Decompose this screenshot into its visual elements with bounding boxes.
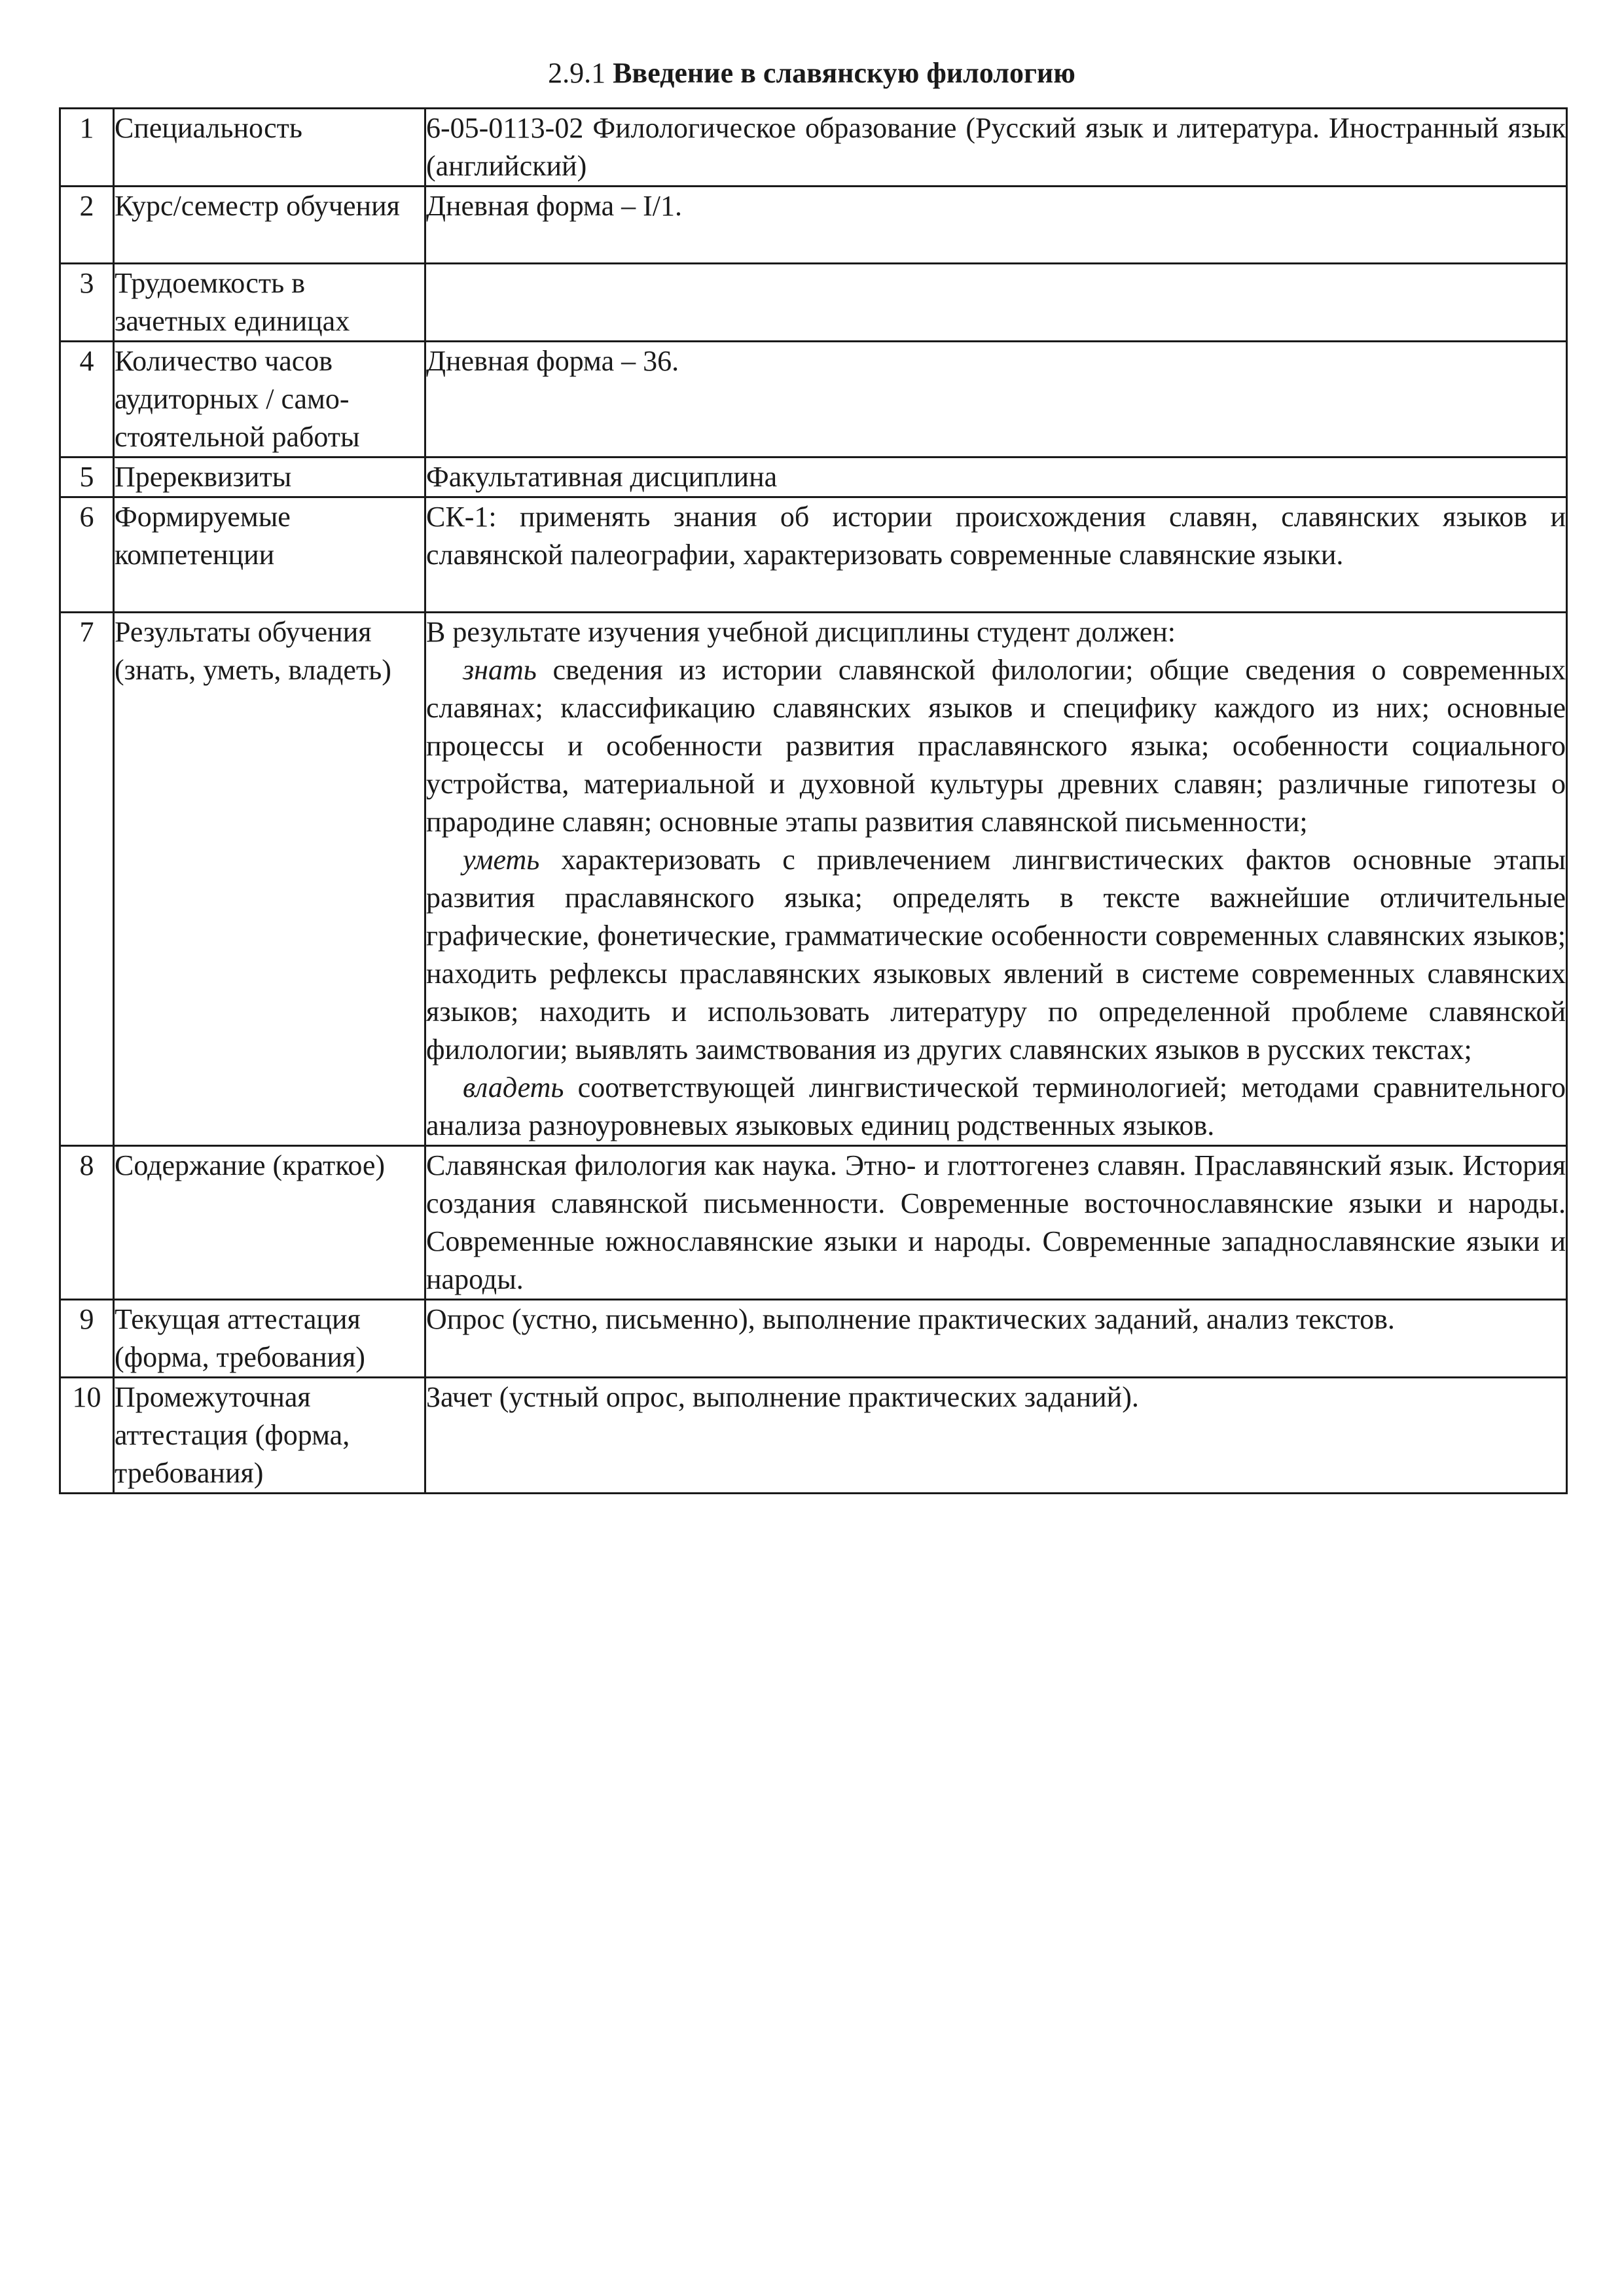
outcome-term: уметь	[463, 844, 540, 876]
outcome-text: характеризовать с привлечением лингвистических фактов основные этапы развития праславянского языка; определять в тексте важнейшие отличительные графические, фонетические, грамматические особенности современных славянских языков; находить рефлексы праславянских языковых явлений в системе современных славянских языков; находить и использовать литературу по определенной проблеме славянской филологии; выявлять заимствования из других славянских языков в русских текстах;	[426, 844, 1566, 1066]
row-number: 2	[60, 187, 114, 264]
section-title: Введение в славянскую филологию	[613, 57, 1075, 89]
section-heading	[59, 54, 1564, 93]
row-value: Факультативная дисциплина	[425, 457, 1567, 497]
row-value: 6-05-0113-02 Филологическое образование (Русский язык и литература. Иностранный язык (английский)	[425, 109, 1567, 187]
row-label: Результаты обучения (знать, уметь, владеть)	[114, 613, 425, 1146]
outcomes-intro: В результате изучения учебной дисциплины студент должен:	[426, 616, 1176, 648]
row-label: Промежуточная аттестация (форма, требования)	[114, 1378, 425, 1494]
outcome-term: знать	[463, 654, 537, 686]
outcome-term: владеть	[463, 1071, 564, 1103]
row-number: 1	[60, 109, 114, 187]
row-value: СК-1: применять знания об истории происхождения славян, славянских языков и славянской палеографии, характеризовать современные славянские языки.	[425, 497, 1567, 613]
outcome-text: сведения из истории славянской филологии; общие сведения о современных славянах; классификацию славянских языков и специфику каждого из них; основные процессы и особенности развития праславянского языка; особенности социального устройства, материальной и духовной культуры древних славян; различные гипотезы о прародине славян; основные этапы развития славянской письменности;	[426, 654, 1566, 838]
row-number: 4	[60, 342, 114, 457]
table-row-current-assessment	[60, 1300, 1567, 1378]
table-row-learning-outcomes	[60, 613, 1567, 1146]
row-value: Дневная форма – I/1.	[425, 187, 1567, 264]
discipline-table	[59, 107, 1568, 1494]
row-label: Трудоемкость в зачетных единицах	[114, 264, 425, 342]
row-number: 10	[60, 1378, 114, 1494]
table-row-credits	[60, 264, 1567, 342]
outcome-can	[426, 841, 1566, 1069]
row-value: Опрос (устно, письменно), выполнение практических заданий, анализ текстов.	[425, 1300, 1567, 1378]
row-number: 6	[60, 497, 114, 613]
table-row-interim-assessment	[60, 1378, 1567, 1494]
row-label: Текущая аттестация (форма, требования)	[114, 1300, 425, 1378]
row-value: Славянская филология как наука. Этно- и глоттогенез славян. Праславянский язык. История создания славянской письменности. Современные восточнославянские языки и народы. Современные южнославянские языки и народы. Современные западнославянские языки и народы.	[425, 1146, 1567, 1300]
table-row-specialty	[60, 109, 1567, 187]
row-value	[425, 264, 1567, 342]
row-number: 3	[60, 264, 114, 342]
row-label: Специальность	[114, 109, 425, 187]
table-row-hours	[60, 342, 1567, 457]
row-number: 9	[60, 1300, 114, 1378]
row-label: Курс/семестр обучения	[114, 187, 425, 264]
table-row-prerequisites	[60, 457, 1567, 497]
row-label: Количество часов аудиторных / само-стоятельной работы	[114, 342, 425, 457]
table-row-content	[60, 1146, 1567, 1300]
row-label: Содержание (краткое)	[114, 1146, 425, 1300]
row-value: Дневная форма – 36.	[425, 342, 1567, 457]
row-number: 7	[60, 613, 114, 1146]
row-label: Формируемые компетенции	[114, 497, 425, 613]
row-value: Зачет (устный опрос, выполнение практических заданий).	[425, 1378, 1567, 1494]
section-number: 2.9.1	[548, 57, 606, 89]
row-value	[425, 613, 1567, 1146]
table-row-course-semester	[60, 187, 1567, 264]
outcome-text: соответствующей лингвистической терминологией; методами сравнительного анализа разноуровневых языковых единиц родственных языков.	[426, 1071, 1566, 1141]
row-number: 8	[60, 1146, 114, 1300]
row-number: 5	[60, 457, 114, 497]
table-row-competencies	[60, 497, 1567, 613]
outcome-know	[426, 651, 1566, 841]
row-label: Пререквизиты	[114, 457, 425, 497]
outcome-master	[426, 1069, 1566, 1145]
